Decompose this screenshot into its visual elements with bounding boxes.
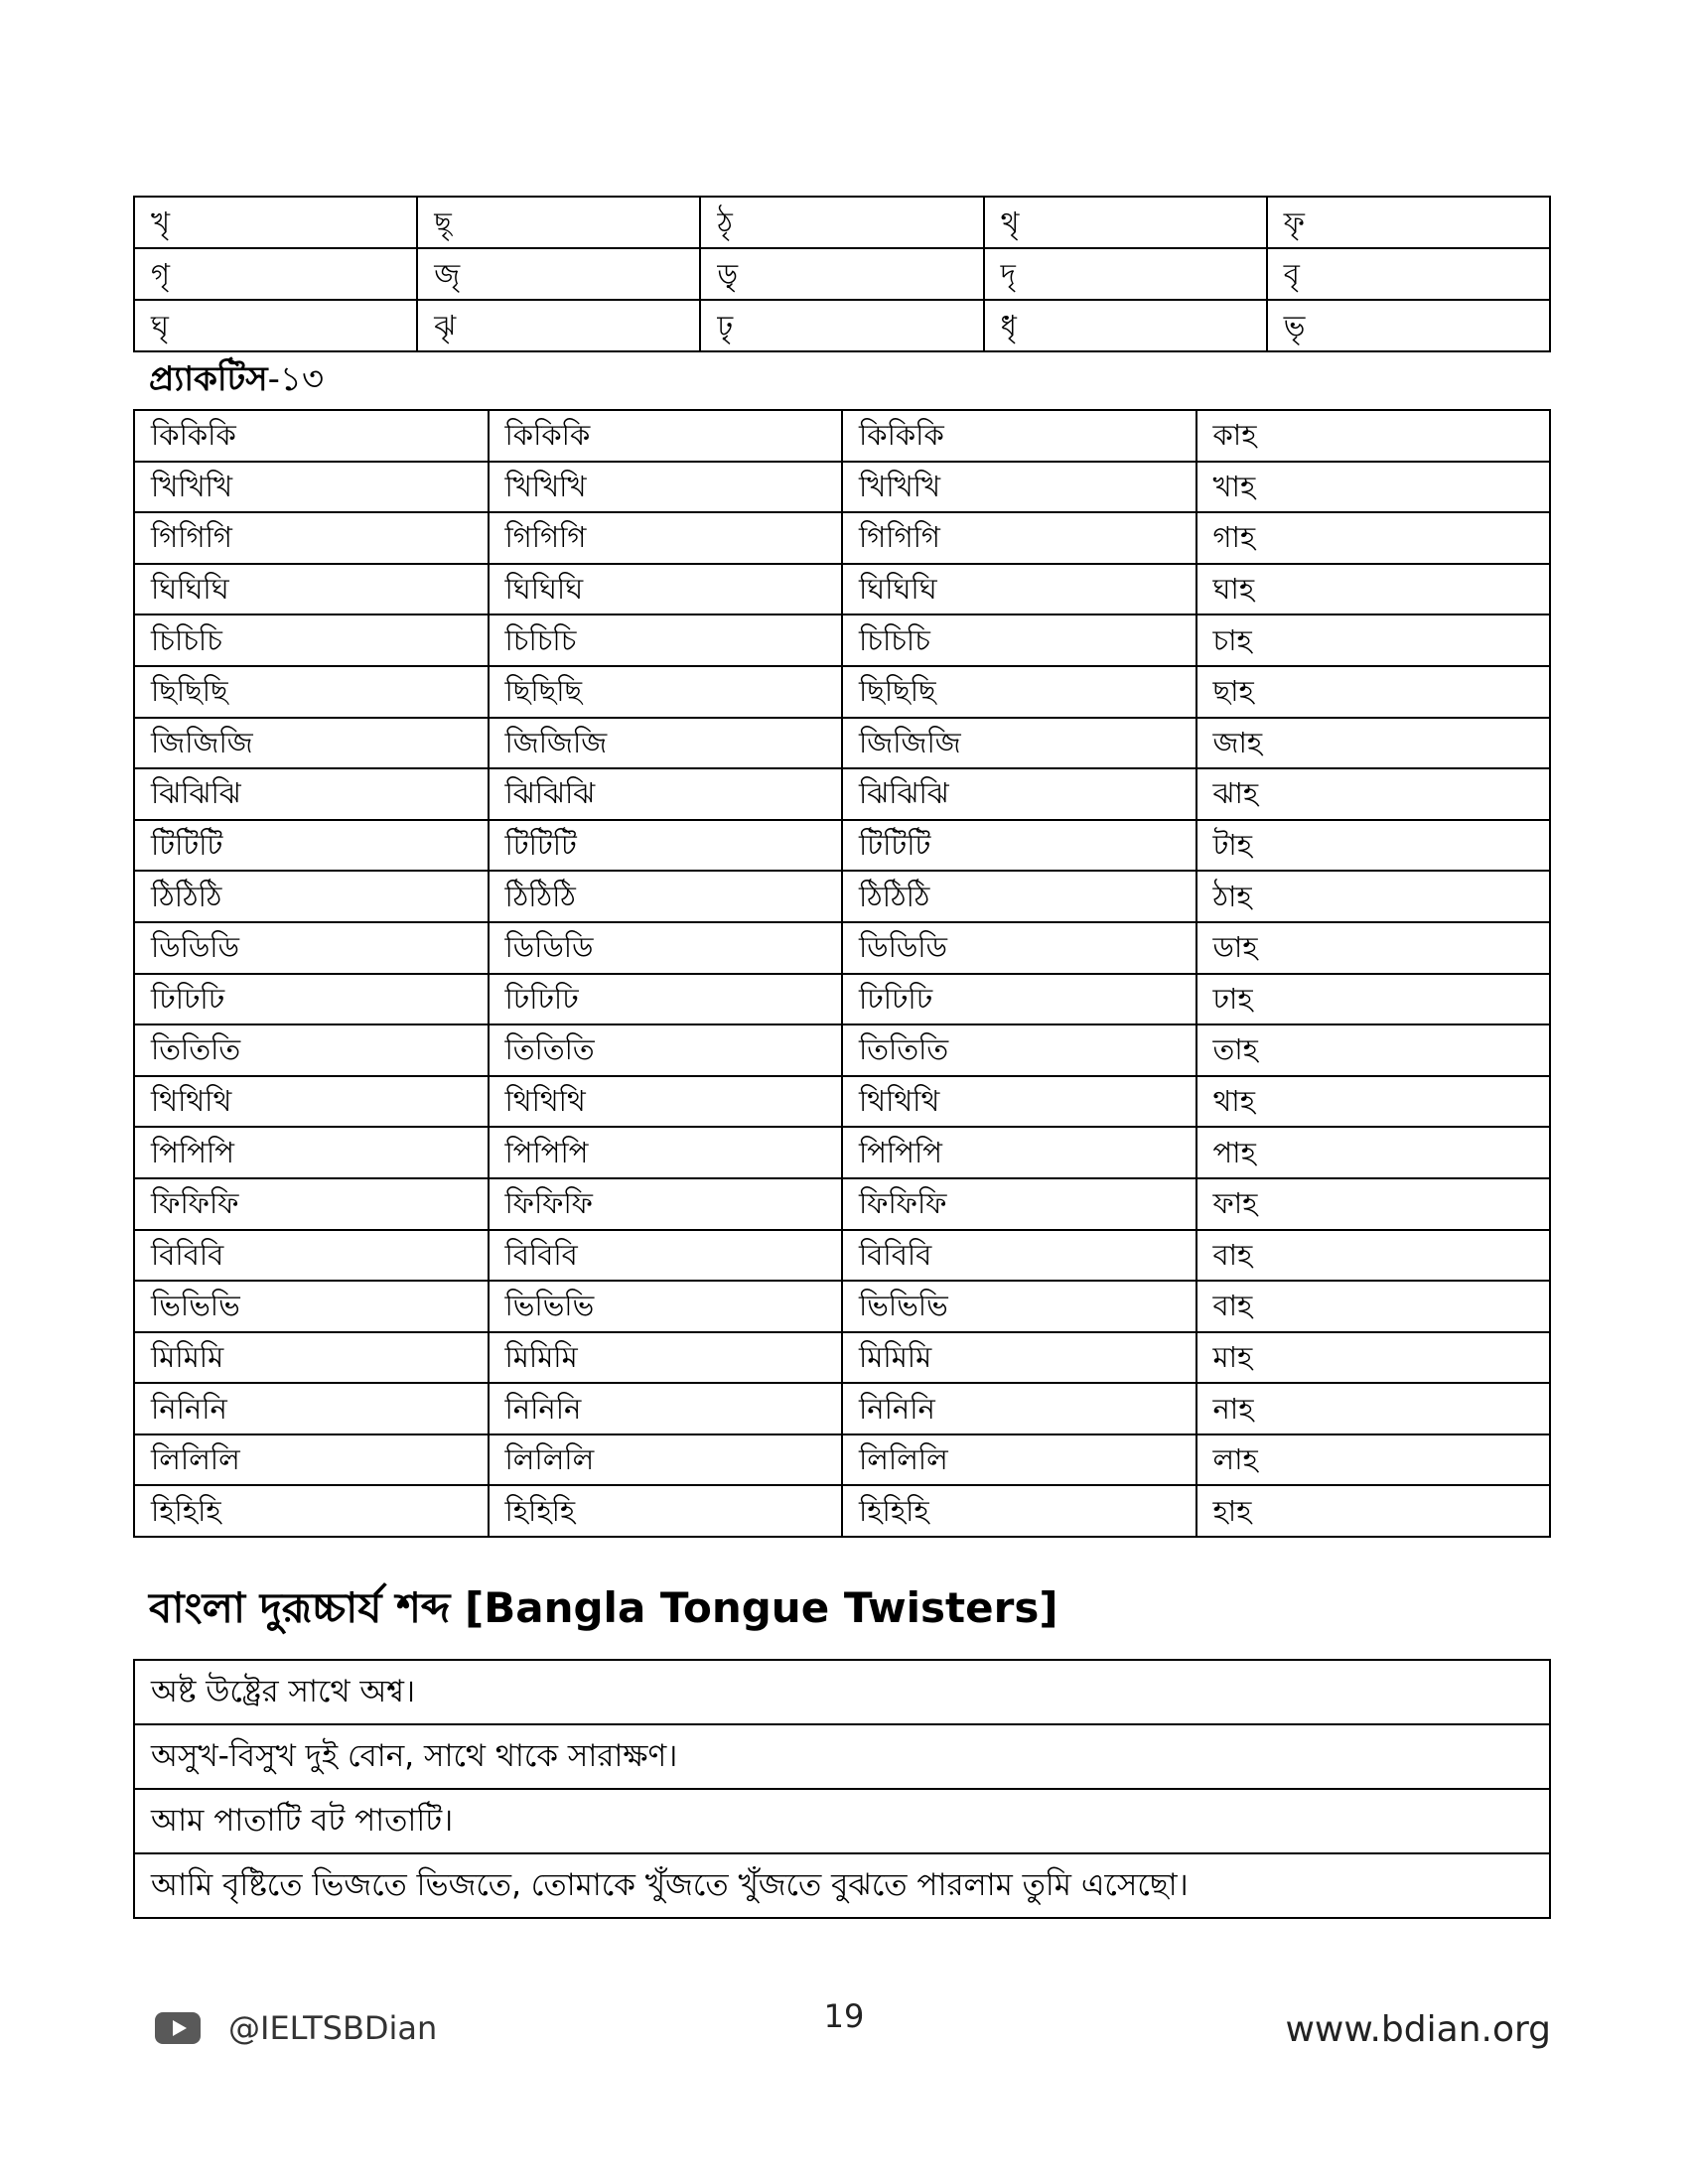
- tongue-twister-text: অষ্ট উষ্ট্রের সাথে অশ্ব।: [134, 1660, 1550, 1724]
- conjunct-cell: জৃ: [417, 248, 700, 300]
- practice-cell: খিখিখি: [134, 462, 489, 513]
- conjunct-table: [133, 196, 1551, 352]
- practice-cell: তিতিতি: [842, 1024, 1196, 1076]
- practice-row: [134, 820, 1550, 872]
- conjunct-cell: ছৃ: [417, 197, 700, 248]
- conjunct-cell: বৃ: [1267, 248, 1550, 300]
- practice-cell: থাহ: [1196, 1076, 1551, 1128]
- practice-cell: জিজিজি: [489, 718, 843, 769]
- practice-cell: চাহ: [1196, 614, 1551, 666]
- tongue-twister-text: অসুখ-বিসুখ দুই বোন, সাথে থাকে সারাক্ষণ।: [134, 1724, 1550, 1789]
- practice-cell: গিগিগি: [489, 512, 843, 564]
- practice-cell: তাহ: [1196, 1024, 1551, 1076]
- practice-cell: ঢিঢিঢি: [842, 974, 1196, 1025]
- practice-cell: চিচিচি: [489, 614, 843, 666]
- practice-cell: নিনিনি: [842, 1383, 1196, 1434]
- practice-cell: গাহ: [1196, 512, 1551, 564]
- footer-url: www.bdian.org: [1285, 2009, 1551, 2050]
- practice-cell: ছিছিছি: [134, 666, 489, 718]
- practice-cell: হিহিহি: [489, 1485, 843, 1537]
- practice-cell: ঠিঠিঠি: [134, 871, 489, 922]
- footer-channel: [155, 2009, 437, 2047]
- practice-cell: পাহ: [1196, 1127, 1551, 1178]
- practice-cell: বিবিবি: [489, 1230, 843, 1282]
- practice-heading-bold: প্র্যাকটিস: [149, 359, 268, 399]
- practice-cell: ঢাহ: [1196, 974, 1551, 1025]
- practice-cell: নাহ: [1196, 1383, 1551, 1434]
- practice-table-body: [134, 410, 1550, 1537]
- practice-cell: জিজিজি: [134, 718, 489, 769]
- practice-row: [134, 922, 1550, 974]
- tongue-twister-text: আমি বৃষ্টিতে ভিজতে ভিজতে, তোমাকে খুঁজতে খুঁজতে বুঝতে পারলাম তুমি এসেছো।: [134, 1853, 1550, 1918]
- practice-cell: লিলিলি: [134, 1434, 489, 1486]
- practice-cell: ছিছিছি: [489, 666, 843, 718]
- practice-cell: ঝিঝিঝি: [134, 768, 489, 820]
- practice-cell: ফিফিফি: [842, 1178, 1196, 1230]
- conjunct-cell: ফৃ: [1267, 197, 1550, 248]
- practice-cell: ঘিঘিঘি: [134, 564, 489, 615]
- tongue-twister-row: [134, 1789, 1550, 1853]
- practice-cell: বিবিবি: [134, 1230, 489, 1282]
- tongue-twisters-table: [133, 1659, 1551, 1919]
- practice-cell: ঘিঘিঘি: [489, 564, 843, 615]
- tongue-twisters-heading: বাংলা দুরূচ্চার্য শব্দ [Bangla Tongue Twisters]: [149, 1583, 1058, 1632]
- practice-row: [134, 1178, 1550, 1230]
- conjunct-row: [134, 248, 1550, 300]
- tongue-twister-text: আম পাতাটি বট পাতাটি।: [134, 1789, 1550, 1853]
- conjunct-cell: থৃ: [984, 197, 1267, 248]
- practice-cell: লাহ: [1196, 1434, 1551, 1486]
- practice-row: [134, 718, 1550, 769]
- conjunct-cell: ঢ়ৃ: [700, 300, 983, 351]
- practice-row: [134, 666, 1550, 718]
- tongue-twisters-table-body: [134, 1660, 1550, 1918]
- conjunct-cell: ঝৃ: [417, 300, 700, 351]
- practice-cell: টিটিটি: [842, 820, 1196, 872]
- practice-cell: ছাহ: [1196, 666, 1551, 718]
- practice-cell: ভিভিভি: [134, 1281, 489, 1332]
- practice-cell: নিনিনি: [489, 1383, 843, 1434]
- practice-cell: ভিভিভি: [842, 1281, 1196, 1332]
- practice-cell: ঘাহ: [1196, 564, 1551, 615]
- page-number: 19: [823, 1997, 865, 2035]
- practice-cell: ঠিঠিঠি: [842, 871, 1196, 922]
- practice-cell: টিটিটি: [489, 820, 843, 872]
- conjunct-cell: ড়ৃ: [700, 248, 983, 300]
- practice-cell: ডিডিডি: [134, 922, 489, 974]
- practice-row: [134, 614, 1550, 666]
- practice-cell: ঢিঢিঢি: [489, 974, 843, 1025]
- practice-row: [134, 1230, 1550, 1282]
- practice-row: [134, 1434, 1550, 1486]
- practice-cell: ঝিঝিঝি: [489, 768, 843, 820]
- practice-cell: থিথিথি: [842, 1076, 1196, 1128]
- practice-cell: খাহ: [1196, 462, 1551, 513]
- practice-row: [134, 462, 1550, 513]
- practice-cell: চিচিচি: [134, 614, 489, 666]
- practice-cell: পিপিপি: [842, 1127, 1196, 1178]
- conjunct-table-body: [134, 197, 1550, 351]
- practice-row: [134, 1127, 1550, 1178]
- practice-cell: বাহ: [1196, 1230, 1551, 1282]
- practice-row: [134, 1332, 1550, 1384]
- conjunct-cell: ঘৃ: [134, 300, 417, 351]
- practice-row: [134, 1485, 1550, 1537]
- practice-cell: ঘিঘিঘি: [842, 564, 1196, 615]
- conjunct-cell: ঠৃ: [700, 197, 983, 248]
- practice-cell: ঢিঢিঢি: [134, 974, 489, 1025]
- practice-cell: গিগিগি: [842, 512, 1196, 564]
- practice-cell: খিখিখি: [842, 462, 1196, 513]
- practice-row: [134, 1024, 1550, 1076]
- conjunct-cell: দৃ: [984, 248, 1267, 300]
- practice-row: [134, 871, 1550, 922]
- practice-cell: নিনিনি: [134, 1383, 489, 1434]
- practice-cell: ঠাহ: [1196, 871, 1551, 922]
- practice-cell: মিমিমি: [842, 1332, 1196, 1384]
- practice-cell: টিটিটি: [134, 820, 489, 872]
- practice-cell: তিতিতি: [489, 1024, 843, 1076]
- practice-cell: কিকিকি: [489, 410, 843, 462]
- practice-cell: কাহ: [1196, 410, 1551, 462]
- conjunct-cell: ভৃ: [1267, 300, 1550, 351]
- practice-cell: ছিছিছি: [842, 666, 1196, 718]
- practice-cell: থিথিথি: [489, 1076, 843, 1128]
- practice-table: [133, 409, 1551, 1538]
- practice-cell: হিহিহি: [842, 1485, 1196, 1537]
- tongue-twister-row: [134, 1853, 1550, 1918]
- practice-cell: ডিডিডি: [489, 922, 843, 974]
- practice-cell: হাহ: [1196, 1485, 1551, 1537]
- practice-row: [134, 768, 1550, 820]
- tongue-twister-row: [134, 1724, 1550, 1789]
- youtube-icon: [155, 2012, 201, 2044]
- practice-cell: তিতিতি: [134, 1024, 489, 1076]
- practice-row: [134, 1076, 1550, 1128]
- practice-cell: লিলিলি: [489, 1434, 843, 1486]
- tongue-twister-row: [134, 1660, 1550, 1724]
- practice-cell: জাহ: [1196, 718, 1551, 769]
- footer-handle: @IELTSBDian: [228, 2009, 438, 2047]
- practice-cell: কিকিকি: [842, 410, 1196, 462]
- conjunct-row: [134, 300, 1550, 351]
- practice-cell: ডিডিডি: [842, 922, 1196, 974]
- practice-row: [134, 1383, 1550, 1434]
- practice-cell: চিচিচি: [842, 614, 1196, 666]
- practice-cell: খিখিখি: [489, 462, 843, 513]
- practice-cell: ফিফিফি: [489, 1178, 843, 1230]
- practice-cell: কিকিকি: [134, 410, 489, 462]
- practice-cell: টাহ: [1196, 820, 1551, 872]
- practice-cell: থিথিথি: [134, 1076, 489, 1128]
- practice-row: [134, 410, 1550, 462]
- practice-cell: ফিফিফি: [134, 1178, 489, 1230]
- practice-cell: ঝাহ: [1196, 768, 1551, 820]
- practice-heading: [149, 357, 324, 401]
- practice-cell: মিমিমি: [134, 1332, 489, 1384]
- practice-cell: পিপিপি: [489, 1127, 843, 1178]
- practice-cell: মাহ: [1196, 1332, 1551, 1384]
- practice-cell: ফাহ: [1196, 1178, 1551, 1230]
- practice-cell: মিমিমি: [489, 1332, 843, 1384]
- practice-cell: গিগিগি: [134, 512, 489, 564]
- conjunct-cell: খৃ: [134, 197, 417, 248]
- practice-cell: হিহিহি: [134, 1485, 489, 1537]
- practice-cell: লিলিলি: [842, 1434, 1196, 1486]
- practice-cell: জিজিজি: [842, 718, 1196, 769]
- practice-row: [134, 512, 1550, 564]
- practice-row: [134, 1281, 1550, 1332]
- conjunct-cell: গৃ: [134, 248, 417, 300]
- practice-cell: বাহ: [1196, 1281, 1551, 1332]
- practice-cell: ডাহ: [1196, 922, 1551, 974]
- practice-cell: ভিভিভি: [489, 1281, 843, 1332]
- practice-cell: পিপিপি: [134, 1127, 489, 1178]
- practice-cell: ঠিঠিঠি: [489, 871, 843, 922]
- practice-row: [134, 564, 1550, 615]
- practice-heading-number: -১৩: [267, 359, 325, 399]
- practice-row: [134, 974, 1550, 1025]
- conjunct-cell: ধৃ: [984, 300, 1267, 351]
- practice-cell: ঝিঝিঝি: [842, 768, 1196, 820]
- practice-cell: বিবিবি: [842, 1230, 1196, 1282]
- conjunct-row: [134, 197, 1550, 248]
